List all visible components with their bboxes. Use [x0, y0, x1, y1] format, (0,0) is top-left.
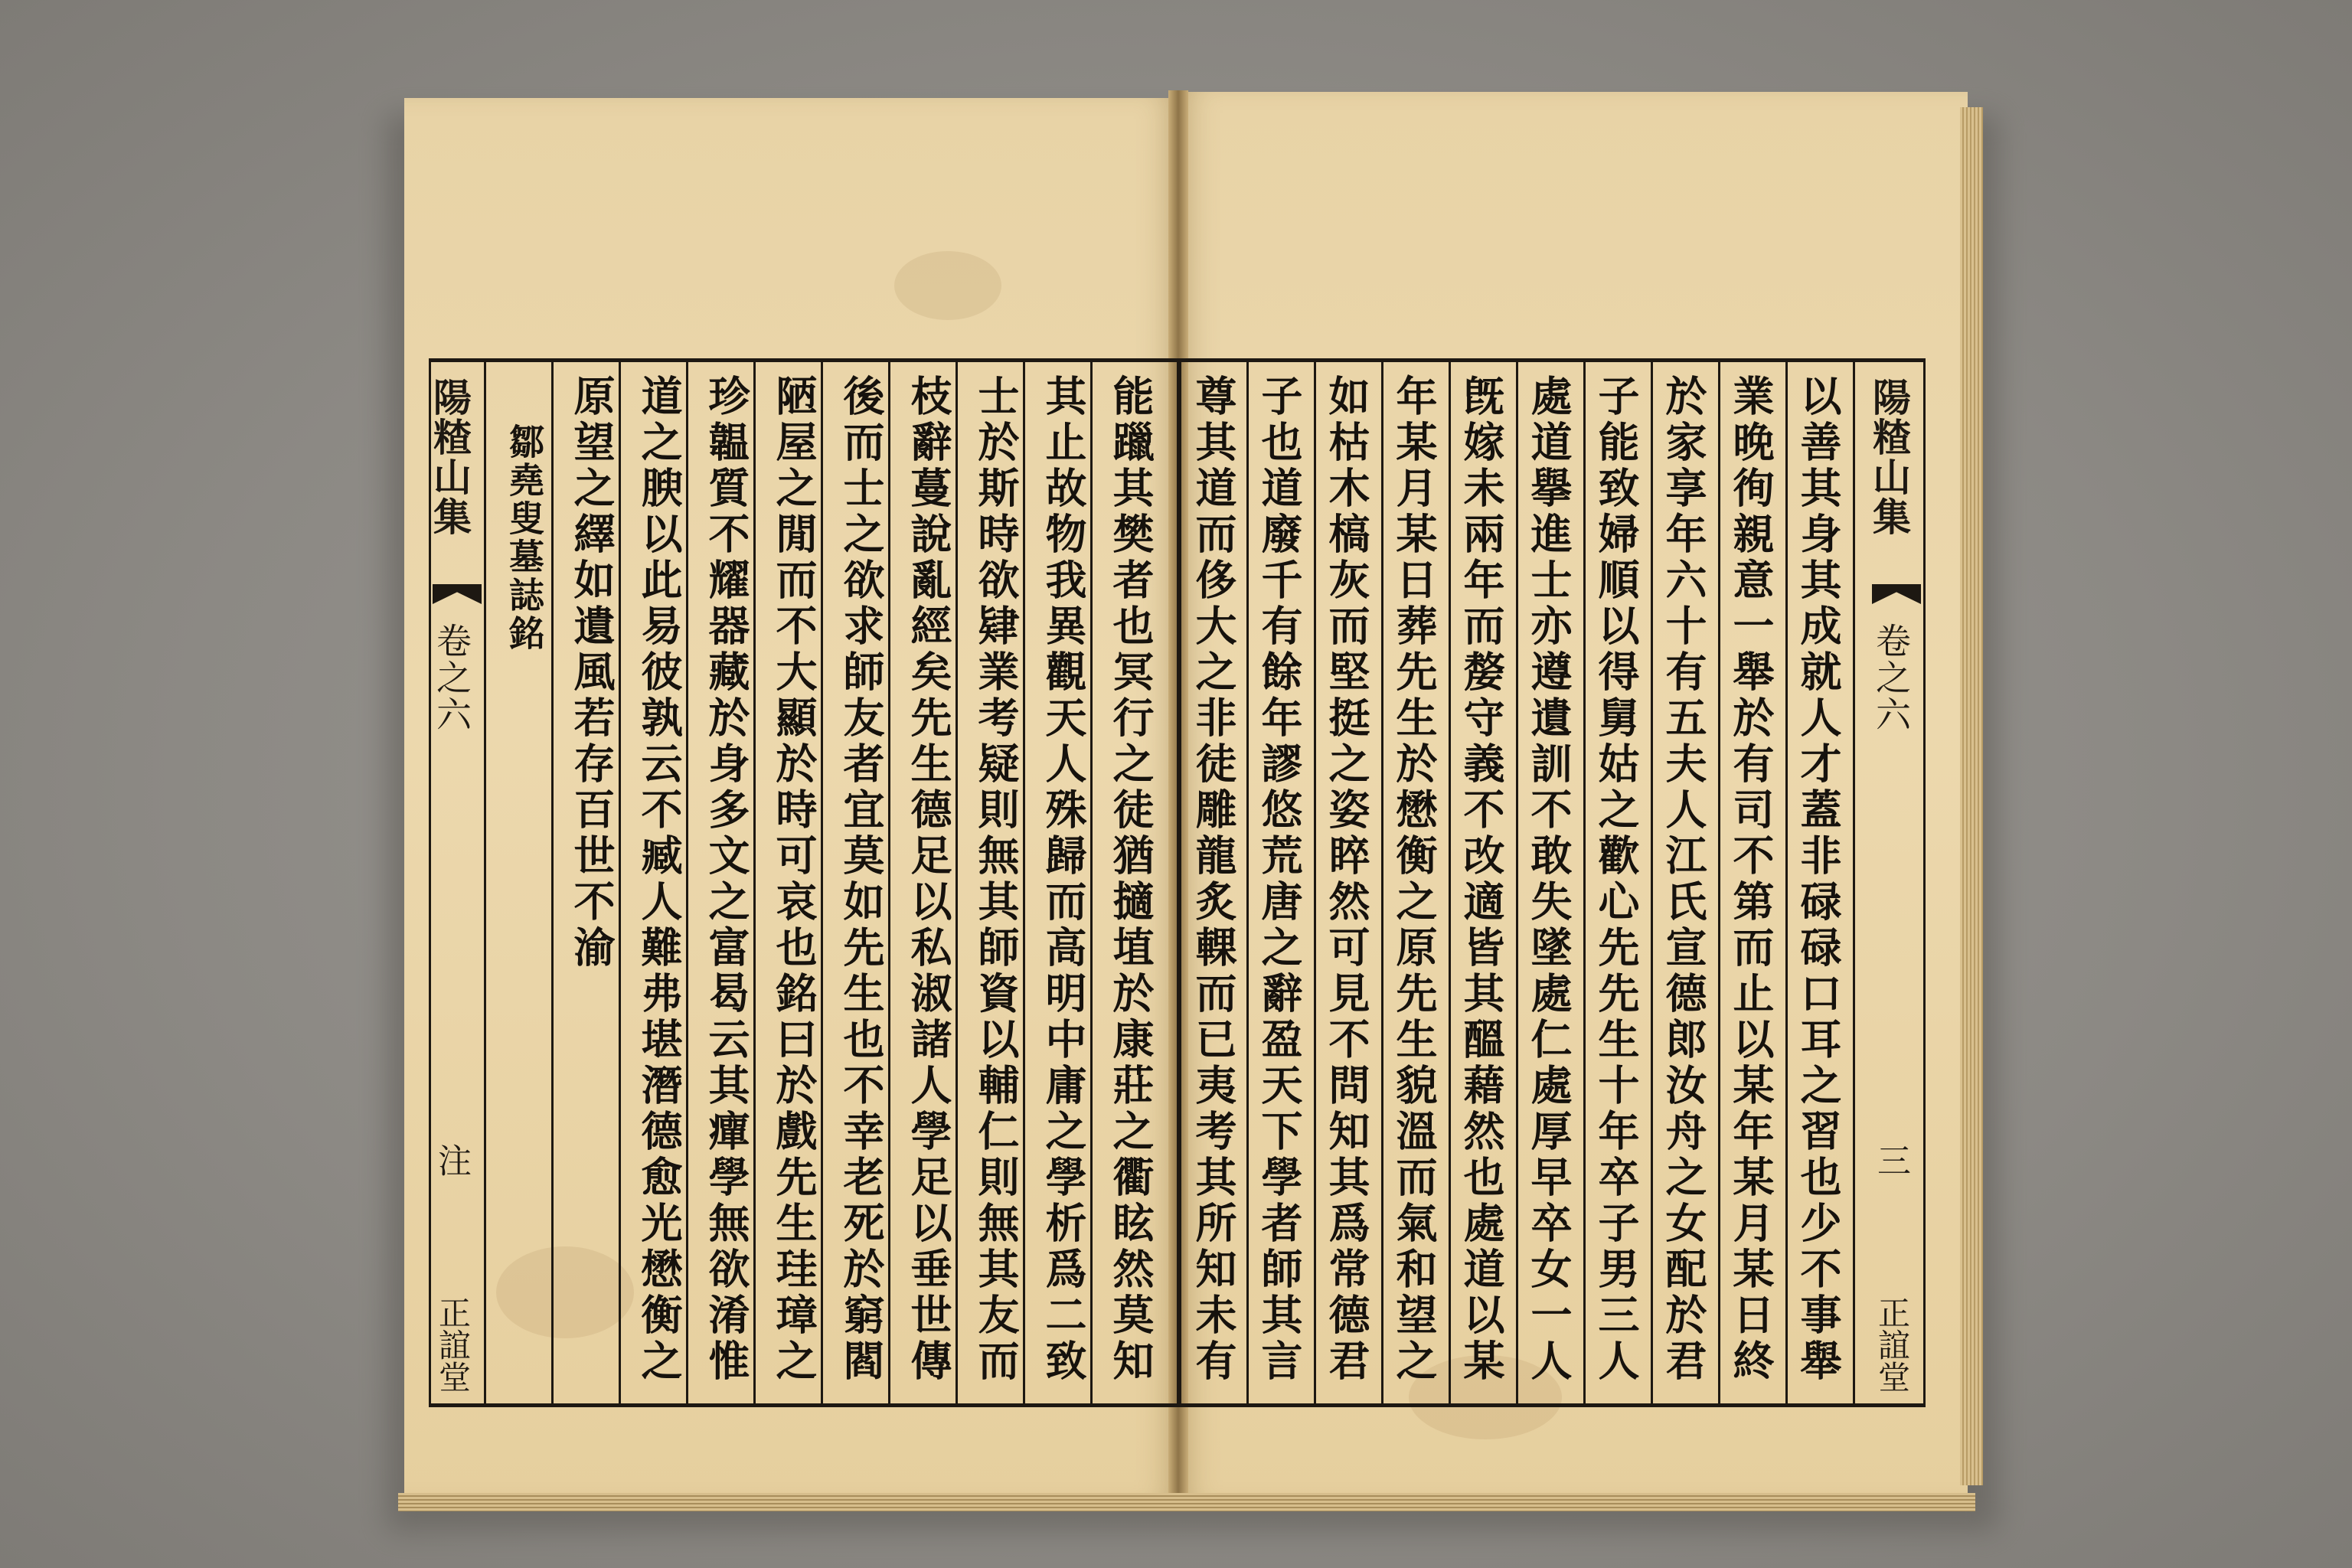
- column-rule: [1179, 362, 1181, 1403]
- column-rule: [551, 362, 554, 1403]
- column-rule: [888, 362, 890, 1403]
- text-column: 枝辭蔓說亂經矣先生德足以私淑諸人學足以垂世傳: [904, 374, 953, 1385]
- text-column: 子能致婦順以得舅姑之歡心先先生十年卒子男三人: [1592, 374, 1641, 1385]
- volume-label: 卷之六: [431, 622, 472, 733]
- text-column: 子也道廢千有餘年謬悠荒唐之辭盈天下學者師其言: [1255, 374, 1304, 1385]
- column-rule: [753, 362, 756, 1403]
- text-column: 業晚徇親意一舉於有司不第而止以某年某月某日終: [1726, 374, 1775, 1385]
- column-rule: [1449, 362, 1451, 1403]
- text-column: 珍韞質不耀器藏於身多文之富曷云其癉學無欲淆惟: [702, 374, 751, 1385]
- column-rule: [1023, 362, 1025, 1403]
- studio-name: 正誼堂: [1873, 1296, 1911, 1393]
- section-heading: 鄒堯叟墓誌銘: [504, 423, 545, 653]
- studio-name: 正誼堂: [434, 1296, 472, 1393]
- column-rule: [484, 362, 486, 1403]
- column-rule: [1718, 362, 1720, 1403]
- text-column: 於家享年六十有五夫人江氏宣德郎汝舟之女配於君: [1659, 374, 1708, 1385]
- text-column: 陋屋之閒而不大顯於時可哀也銘曰於戲先生珪璋之: [769, 374, 818, 1385]
- volume-label: 卷之六: [1870, 622, 1912, 733]
- right-text-frame: [1179, 358, 1926, 1407]
- paper-stain: [894, 251, 1001, 320]
- bottom-edge: [398, 1493, 1975, 1511]
- column-rule: [1516, 362, 1518, 1403]
- column-rule: [1651, 362, 1653, 1403]
- column-rule: [1583, 362, 1586, 1403]
- column-rule: [1246, 362, 1249, 1403]
- text-column: 處道擧進士亦遵遺訓不敢失墜處仁處厚早卒女一人: [1524, 374, 1573, 1385]
- column-rule: [1314, 362, 1316, 1403]
- column-rule: [1785, 362, 1788, 1403]
- text-column: 以善其身其成就人才蓋非碌碌口耳之習也少不事舉: [1794, 374, 1843, 1385]
- fishtail-mark: [433, 584, 482, 604]
- text-column: 尊其道而侈大之非徒雕龍炙輠而已夷考其所知未有: [1189, 374, 1238, 1385]
- column-rule: [1923, 362, 1926, 1403]
- column-rule: [1853, 362, 1855, 1403]
- left-block-heart: [427, 362, 482, 1403]
- fore-edge: [1960, 107, 1983, 1485]
- book-title: 陽𥻗山集: [1867, 377, 1912, 537]
- text-column: 年某月某日葬先生於懋衡之原先生貌溫而氣和望之: [1390, 374, 1439, 1385]
- text-column: 後而士之欲求師友者宜莫如先生也不幸老死於窮閻: [837, 374, 886, 1385]
- text-column: 士於斯時欲肄業考疑則無其師資以輔仁則無其友而: [972, 374, 1021, 1385]
- text-column: 道之腴以此易彼孰云不臧人難弗堪潛德愈光懋衡之: [635, 374, 684, 1385]
- column-rule: [956, 362, 958, 1403]
- text-column: 其止故物我異觀天人殊歸而高明中庸之學析爲二致: [1039, 374, 1088, 1385]
- text-column: 能躐其樊者也冥行之徒猶擿埴於康莊之衢眩然莫知: [1106, 374, 1155, 1385]
- page-number: 注: [432, 1143, 471, 1177]
- page-number: 三: [1871, 1143, 1910, 1177]
- text-column: 如枯木槁灰而堅挺之姿睟然可見不問知其爲常德君: [1322, 374, 1371, 1385]
- column-rule: [619, 362, 621, 1403]
- text-column: 原望之繹如遺風若存百世不渝: [567, 374, 616, 972]
- text-column: 旣嫁未兩年而嫠守義不改適皆其醞藉然也處道以某: [1457, 374, 1506, 1385]
- book-title: 陽𥻗山集: [427, 377, 472, 537]
- fishtail-mark: [1872, 584, 1921, 604]
- column-rule: [1381, 362, 1383, 1403]
- column-rule: [1090, 362, 1093, 1403]
- column-rule: [821, 362, 823, 1403]
- left-text-frame: [429, 358, 1179, 1407]
- right-block-heart: [1867, 362, 1921, 1403]
- column-rule: [686, 362, 688, 1403]
